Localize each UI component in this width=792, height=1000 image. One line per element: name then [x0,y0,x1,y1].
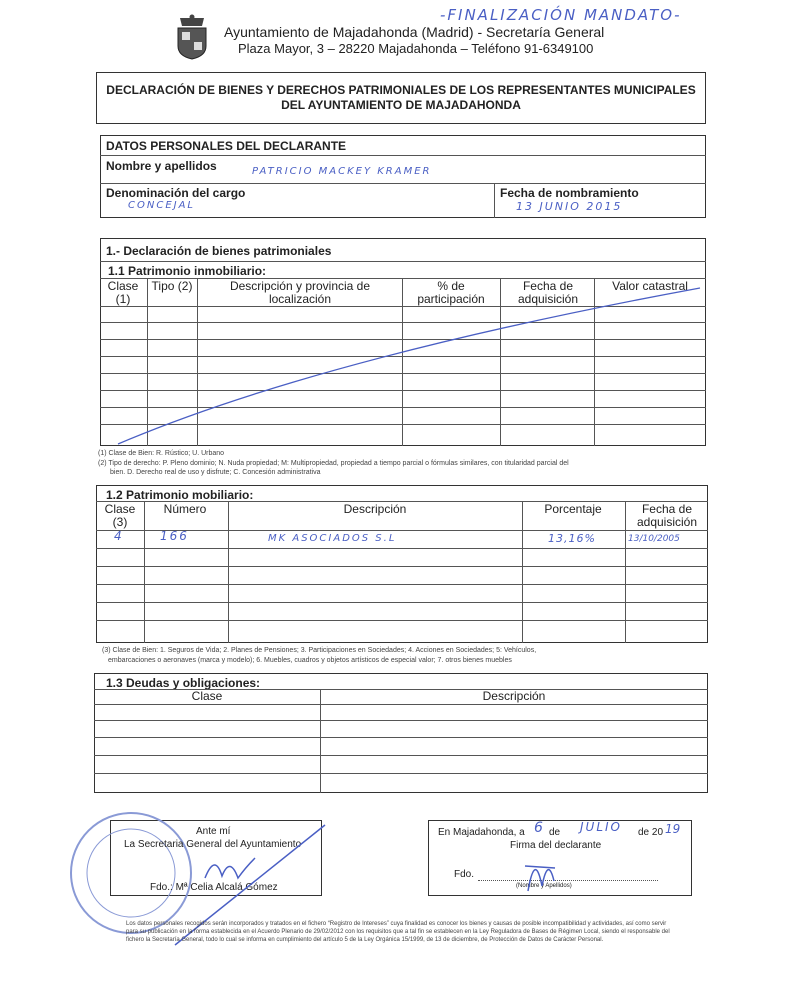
s3-col-clase: Clase [191,689,223,703]
section2-sub: 1.2 Patrimonio mobiliario: [106,488,254,502]
personal-heading: DATOS PERSONALES DEL DECLARANTE [106,139,347,153]
s2-note-2: embarcaciones o aeronaves (marca y modelo); 6. Muebles, cuadros y objetos artísticos de especial valor; 7. otros bienes muebles [108,657,512,664]
s2-col-fecha: Fecha de adquisición [636,502,698,529]
s2-row-numero[interactable]: 166 [160,529,189,543]
name-label: Nombre y apellidos [106,159,217,173]
s1-note-1: (1) Clase de Bien: R. Rústico; U. Urbano [98,450,225,457]
sign-right-fdo: Fdo. [454,869,475,880]
s2-col-numero: Número [163,502,207,516]
sign-left-fdo: Fdo.: Mª Celia Alcalá Gómez [150,882,278,893]
sign-right-month[interactable]: JULIO [580,820,622,834]
s1-col-tipo: Tipo (2) [151,279,193,293]
s2-row-clase[interactable]: 4 [114,529,124,543]
s1-col-fecha: Fecha de adquisición [517,279,579,306]
title-box [96,72,706,124]
s1-note-3: bien. D. Derecho real de uso y disfrute; C. Concesión administrativa [110,469,321,476]
s1-note-2: (2) Tipo de derecho: P. Pleno dominio; N. Nuda propiedad; M: Multipropiedad, propiedad a tiempo parcial o fórmulas similares, con titularidad parcial del [98,460,569,467]
cargo-label: Denominación del cargo [106,186,246,200]
header-line-2: Plaza Mayor, 3 – 28220 Majadahonda – Teléfono 91-6349100 [238,41,594,56]
s2-col-descripcion: Descripción [343,502,407,516]
s1-col-descripcion: Descripción y provincia de localización [229,279,371,306]
s2-col-porcentaje: Porcentaje [544,502,602,516]
signature-right [520,846,560,896]
s1-col-valor: Valor catastral [612,279,688,293]
cancel-stroke [100,278,706,446]
title-line-2: DEL AYUNTAMIENTO DE MAJADAHONDA [281,98,521,112]
s1-col-participacion: % de participación [417,279,485,306]
sign-right-day[interactable]: 6 [534,820,545,836]
sign-right-place: En Majadahonda, a [438,827,525,838]
s2-row-fecha[interactable]: 13/10/2005 [628,534,680,544]
name-value[interactable]: PATRICIO MACKEY KRAMER [252,166,432,177]
sign-right-firma: Firma del declarante [510,840,602,851]
fecha-value[interactable]: 13 JUNIO 2015 [516,200,623,213]
sign-left-line2: La Secretaria General del Ayuntamiento [124,839,302,850]
sign-right-nombre: (Nombre y Apellidos) [516,883,572,889]
s2-row-porcentaje[interactable]: 13,16% [548,532,596,545]
s3-col-descripcion: Descripción [482,689,546,703]
handwritten-annotation: -FINALIZACIÓN MANDATO- [440,6,682,24]
section1-sub: 1.1 Patrimonio inmobiliario: [108,264,267,278]
section1-heading: 1.- Declaración de bienes patrimoniales [106,244,332,258]
footer-text: Los datos personales recogidos serán incorporados y tratados en el fichero “Registro de Intereses” cuya finalidad es conocer los bienes y causas de posible incompatibilidad y actividades, así como servir para su publicación en la forma establecida en el Acuerdo Plenario de 29/02/2012 con los requisitos que a tal fin se establecen en la Ley Reguladora de Bases de Régimen Local, siendo el responsable del fichero la Secretaría General, todo lo cual se informa en cumplimiento del artículo 5 de la Ley Orgánica 15/1999, de 13 de diciembre, de Protección de Datos de Carácter Personal. [126,921,670,943]
s2-row-descripcion[interactable]: MK ASOCIADOS S.L [268,533,397,544]
sign-right-de1: de [549,827,561,838]
title-line-1: DECLARACIÓN DE BIENES Y DERECHOS PATRIMONIALES DE LOS REPRESENTANTES MUNICIPALES [106,83,696,97]
crest-icon [172,14,212,60]
sign-right-de2: de 20 [638,827,664,838]
s2-note-1: (3) Clase de Bien: 1. Seguros de Vida; 2. Planes de Pensiones; 3. Participaciones en Sociedades; 4. Acciones en Sociedades; 5: Vehículos, [102,647,537,654]
sign-right-year[interactable]: 19 [665,822,681,836]
s2-col-clase: Clase (3) [104,502,136,529]
cargo-value[interactable]: CONCEJAL [128,200,195,211]
sign-left-line1: Ante mí [196,826,231,837]
s1-col-clase: Clase (1) [107,279,139,306]
fecha-label: Fecha de nombramiento [500,186,639,200]
header-line-1: Ayuntamiento de Majadahonda (Madrid) - Secretaría General [224,24,605,40]
section3-sub: 1.3 Deudas y obligaciones: [106,676,261,690]
